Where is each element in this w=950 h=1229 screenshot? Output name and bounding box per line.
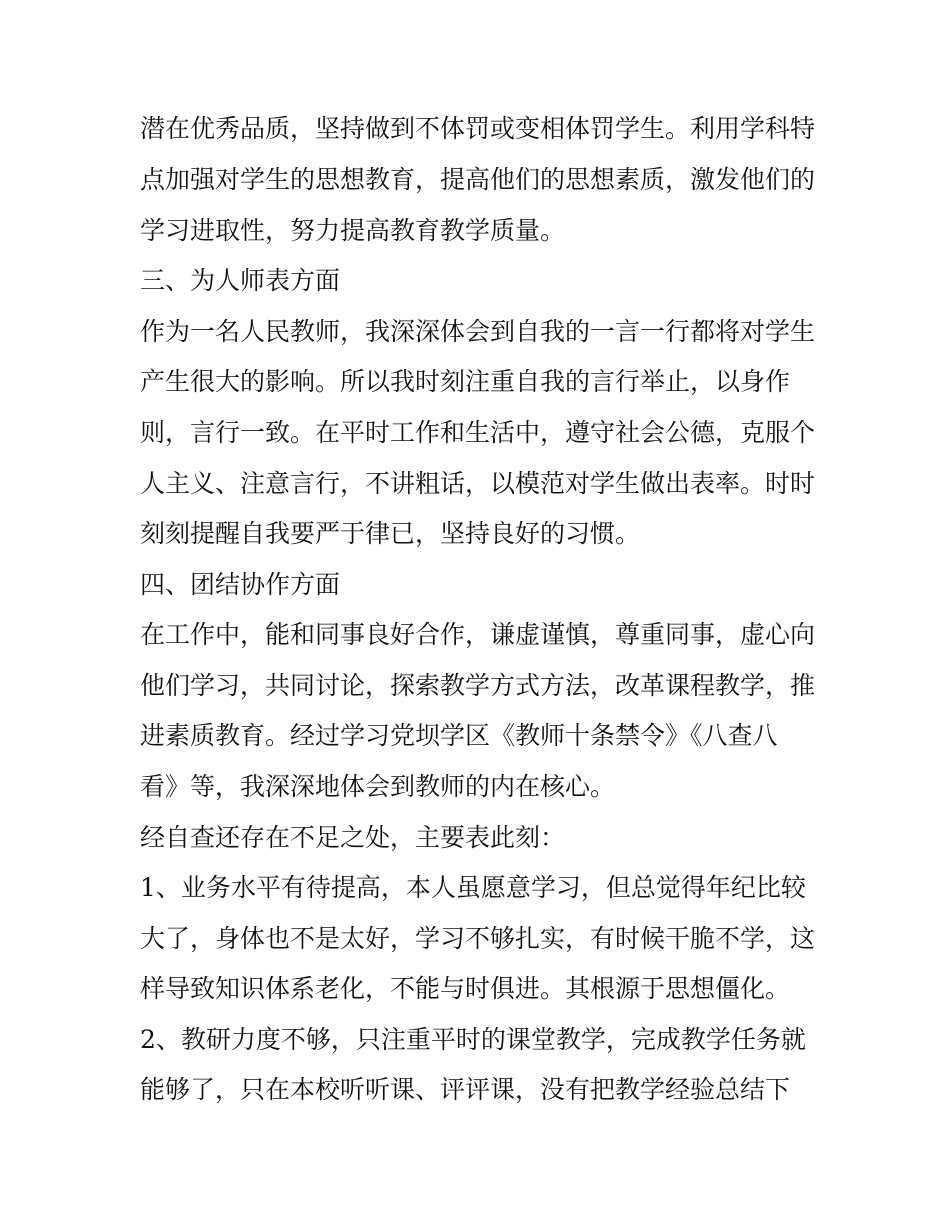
- text-line: 2、教研力度不够，只注重平时的课堂教学，完成教学任务就: [140, 1025, 806, 1054]
- text-line: 潜在优秀品质，坚持做到不体罚或变相体罚学生。利用学科特: [140, 114, 816, 143]
- text-line: 在工作中，能和同事良好合作，谦虚谨慎，尊重同事，虚心向: [140, 620, 816, 649]
- section-heading: 四、团结协作方面: [140, 570, 341, 599]
- text-line: 经自查还存在不足之处，主要表此刻：: [140, 823, 566, 852]
- text-line: 1、业务水平有待提高，本人虽愿意学习，但总觉得年纪比较: [140, 873, 806, 902]
- text-line: 大了，身体也不是太好，学习不够扎实，有时候干脆不学，这: [140, 924, 816, 953]
- text-line: 作为一名人民教师，我深深体会到自我的一言一行都将对学生: [140, 317, 816, 346]
- text-line: 人主义、注意言行，不讲粗话，以模范对学生做出表率。时时: [140, 469, 816, 498]
- text-line: 点加强对学生的思想教育，提高他们的思想素质，激发他们的: [140, 165, 816, 194]
- text-line: 产生很大的影响。所以我时刻注重自我的言行举止，以身作: [140, 367, 791, 396]
- section-heading: 三、为人师表方面: [140, 266, 341, 295]
- text-line: 学习进取性，努力提高教育教学质量。: [140, 216, 566, 245]
- text-line: 样导致知识体系老化，不能与时俱进。其根源于思想僵化。: [140, 974, 791, 1003]
- text-line: 能够了，只在本校听听课、评评课，没有把教学经验总结下: [140, 1075, 791, 1104]
- text-line: 他们学习，共同讨论，探索教学方式方法，改革课程教学，推: [140, 671, 816, 700]
- text-line: 看》等，我深深地体会到教师的内在核心。: [140, 772, 616, 801]
- text-line: 刻刻提醒自我要严于律已，坚持良好的习惯。: [140, 519, 641, 548]
- text-line: 进素质教育。经过学习党坝学区《教师十条禁令》《八查八: [140, 721, 778, 750]
- text-line: 则，言行一致。在平时工作和生活中，遵守社会公德，克服个: [140, 418, 816, 447]
